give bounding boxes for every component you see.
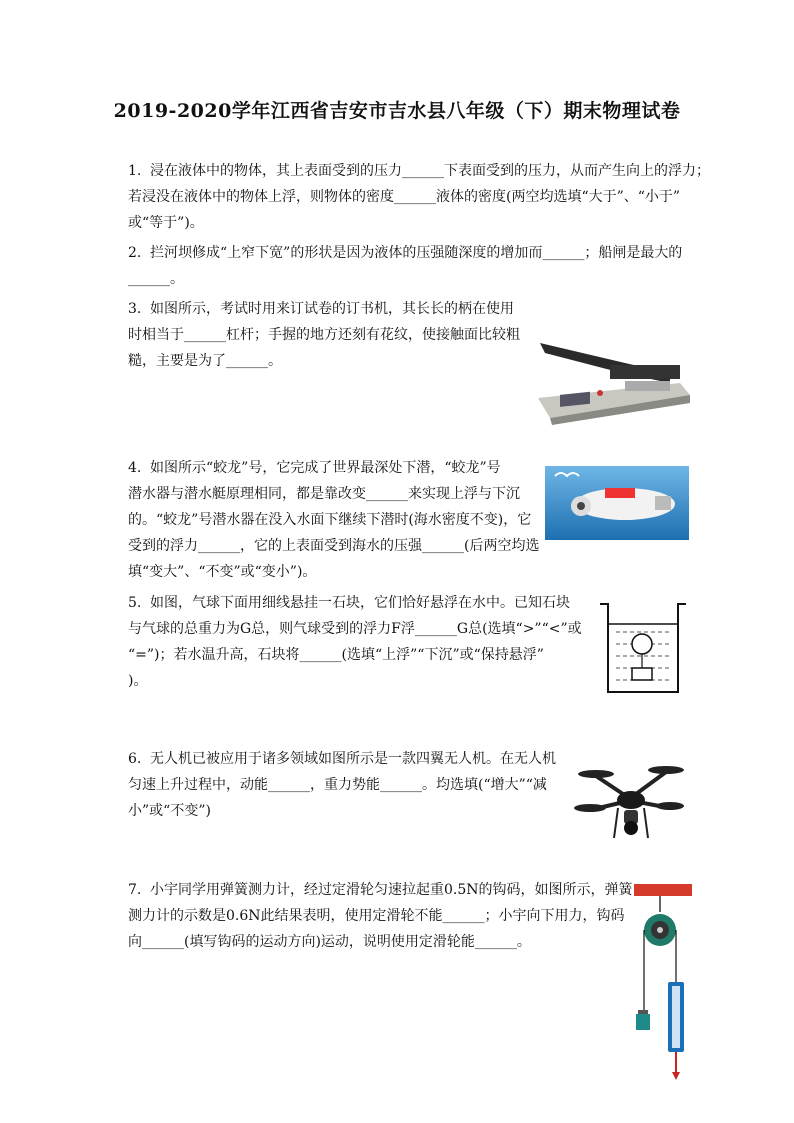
question-4 — [128, 455, 539, 585]
question-1 — [128, 158, 710, 236]
question-5 — [128, 590, 582, 694]
question-line: 匀速上升过程中，动能______，重力势能______。均选填(“增大”“减 — [128, 777, 547, 793]
question-line: 如图所示“蛟龙”号，它完成了世界最深处下潜，“蛟龙”号 — [150, 460, 501, 476]
question-line: 拦河坝修成“上窄下宽”的形状是因为液体的压强随深度的增加而______；船闸是最大的 — [150, 245, 683, 261]
pulley-figure — [630, 882, 696, 1082]
question-line: 小宇同学用弹簧测力计，经过定滑轮匀速拉起重0.5N的钩码，如图所示，弹簧 — [150, 882, 633, 898]
question-line: 受到的浮力______，它的上表面受到海水的压强______(后两空均选 — [128, 538, 540, 554]
page-title: 2019-2020学年江西省吉安市吉水县八年级（下）期末物理试卷 — [113, 100, 681, 122]
drone-figure — [574, 758, 686, 840]
beaker-figure — [596, 600, 688, 696]
question-number: 7. — [128, 882, 142, 898]
question-line: 浸在液体中的物体，其上表面受到的压力______下表面受到的压力，从而产生向上的浮力； — [150, 163, 710, 179]
question-2 — [128, 240, 682, 292]
question-line: 测力计的示数是0.6N此结果表明，使用定滑轮不能______；小宇向下用力，钩码 — [128, 908, 625, 924]
question-line: 如图，气球下面用细线悬挂一石块，它们恰好悬浮在水中。已知石块 — [150, 595, 570, 611]
stapler-figure — [530, 303, 696, 425]
question-line: 无人机已被应用于诸多领域如图所示是一款四翼无人机。在无人机 — [150, 751, 556, 767]
question-line: 如图所示，考试时用来订试卷的订书机，其长长的柄在使用 — [150, 301, 514, 317]
question-line: 填“变大”、“不变”或“变小”)。 — [128, 564, 317, 580]
question-line: 与气球的总重力为G总，则气球受到的浮力F浮______G总(选填“>”“<”或 — [128, 621, 582, 637]
question-line: 小”或“不变”) — [128, 803, 211, 819]
question-line: 时相当于______杠杆；手握的地方还刻有花纹，使接触面比较粗 — [128, 327, 520, 343]
question-number: 5. — [128, 595, 142, 611]
question-line: 的。“蛟龙”号潜水器在没入水面下继续下潜时(海水密度不变)，它 — [128, 512, 532, 528]
submarine-figure — [545, 466, 689, 540]
question-number: 4. — [128, 460, 142, 476]
question-7 — [128, 877, 633, 955]
question-number: 1. — [128, 163, 142, 179]
question-number: 6. — [128, 751, 142, 767]
question-line: “=”)；若水温升高，石块将______(选填“上浮”“下沉”或“保持悬浮” — [128, 647, 544, 663]
question-line: 糙，主要是为了______。 — [128, 353, 282, 369]
question-6 — [128, 746, 556, 824]
question-line: ______。 — [128, 271, 184, 287]
question-number: 2. — [128, 245, 142, 261]
question-line: 潜水器与潜水艇原理相同，都是靠改变______来实现上浮与下沉 — [128, 486, 520, 502]
question-line: )。 — [128, 673, 148, 689]
question-line: 或“等于”)。 — [128, 215, 204, 231]
question-3 — [128, 296, 520, 374]
question-line: 若浸没在液体中的物体上浮，则物体的密度______液体的密度(两空均选填“大于”、“小于” — [128, 189, 681, 205]
question-line: 向______(填写钩码的运动方向)运动，说明使用定滑轮能______。 — [128, 934, 531, 950]
question-number: 3. — [128, 301, 142, 317]
